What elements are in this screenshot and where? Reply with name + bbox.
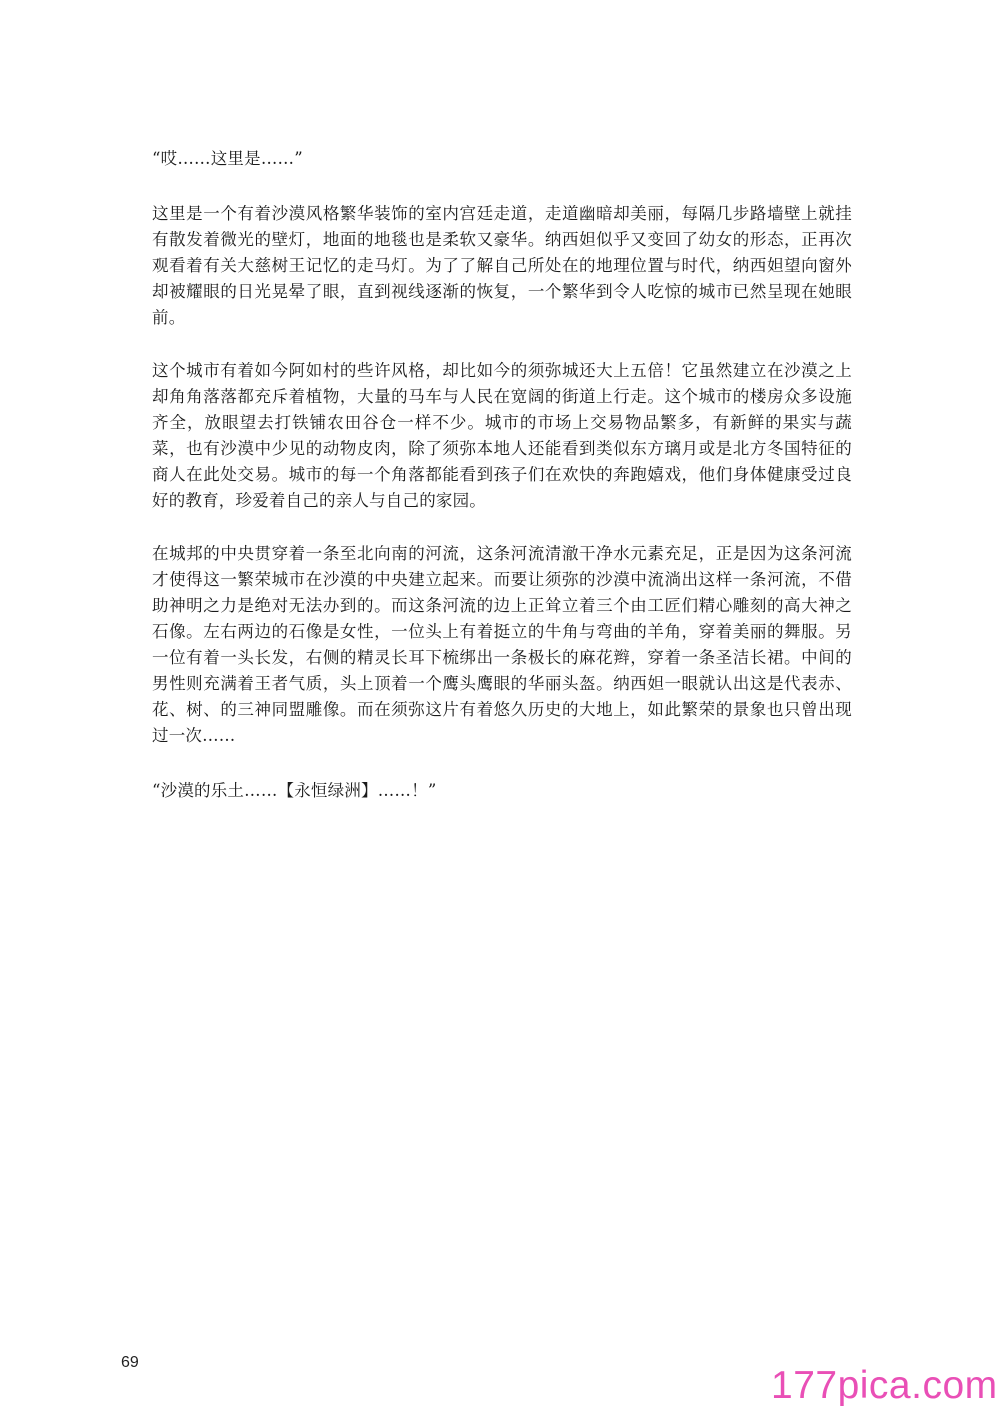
paragraph-corridor: 这里是一个有着沙漠风格繁华装饰的室内宫廷走道，走道幽暗却美丽，每隔几步路墙壁上就挂有散发着微光的壁灯，地面的地毯也是柔软又豪华。纳西妲似乎又变回了幼女的形态，正再次观看着有关大慈树王记忆的走马灯。为了了解自己所处在的地理位置与时代，纳西妲望向窗外却被耀眼的日光晃晕了眼，直到视线逐渐的恢复，一个繁华到令人吃惊的城市已然呈现在她眼前。 bbox=[152, 204, 852, 327]
closing-quote: “沙漠的乐土……【永恒绿洲】……！” bbox=[152, 781, 437, 800]
paragraph-river-statues: 在城邦的中央贯穿着一条至北向南的河流，这条河流清澈干净水元素充足，正是因为这条河流才使得这一繁荣城市在沙漠的中央建立起来。而要让须弥的沙漠中流淌出这样一条河流，不借助神明之力是绝对无法办到的。而这条河流的边上正耸立着三个由工匠们精心雕刻的高大神之石像。左右两边的石像是女性，一位头上有着挺立的牛角与弯曲的羊角，穿着美丽的舞服。另一位有着一头长发，右侧的精灵长耳下梳绑出一条极长的麻花辫，穿着一条圣洁长裙。中间的男性则充满着王者气质，头上顶着一个鹰头鹰眼的华丽头盔。纳西妲一眼就认出这是代表赤、花、树、的三神同盟雕像。而在须弥这片有着悠久历史的大地上，如此繁荣的景象也只曾出现过一次…… bbox=[152, 544, 852, 745]
page-number: 69 bbox=[121, 1354, 139, 1371]
opening-quote: “哎……这里是……” bbox=[152, 149, 303, 168]
body-text bbox=[152, 146, 852, 831]
paragraph-city: 这个城市有着如今阿如村的些许风格，却比如今的须弥城还大上五倍！它虽然建立在沙漠之上却角角落落都充斥着植物，大量的马车与人民在宽阔的街道上行走。这个城市的楼房众多设施齐全，放眼望去打铁铺农田谷仓一样不少。城市的市场上交易物品繁多，有新鲜的果实与蔬菜，也有沙漠中少见的动物皮肉，除了须弥本地人还能看到类似东方璃月或是北方冬国特征的商人在此处交易。城市的每一个角落都能看到孩子们在欢快的奔跑嬉戏，他们身体健康受过良好的教育，珍爱着自己的亲人与自己的家园。 bbox=[152, 361, 852, 510]
watermark: 177pica.com bbox=[771, 1364, 998, 1407]
